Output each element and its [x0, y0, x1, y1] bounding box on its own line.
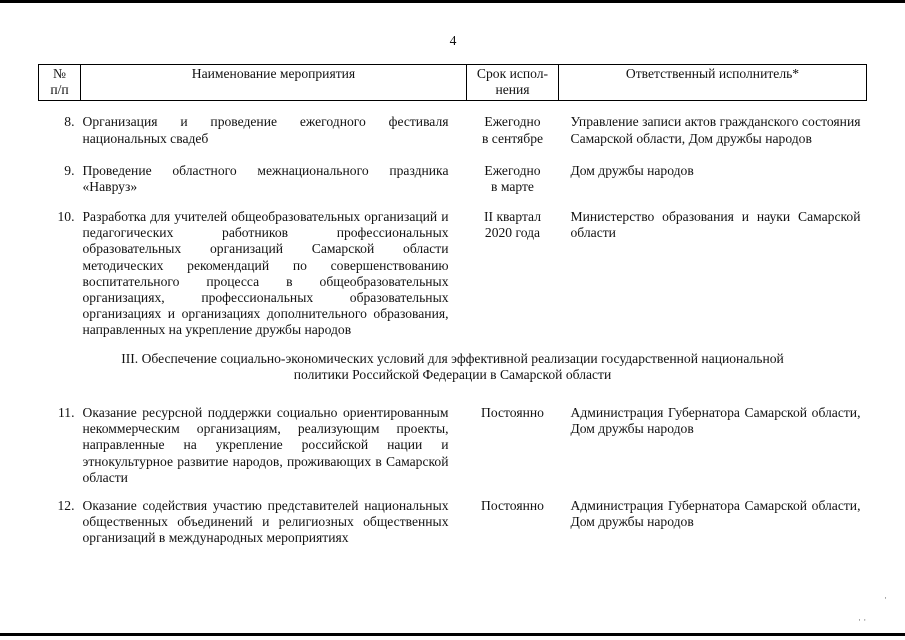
- page-number: 4: [449, 33, 457, 48]
- row-term: Постоянно: [481, 497, 544, 513]
- table-row: [39, 101, 867, 152]
- row-responsible: Администрация Губернатора Самарской области, Дом дружбы народов: [570, 404, 861, 437]
- events-table: [38, 64, 867, 547]
- table-row: [39, 199, 867, 339]
- row-num: 9.: [64, 162, 75, 178]
- scan-speck: · ·: [858, 615, 867, 625]
- row-num: 8.: [64, 114, 75, 130]
- row-responsible: Управление записи актов гражданского состояния Самарской области, Дом дружбы народов: [570, 114, 861, 146]
- row-responsible: Администрация Губернатора Самарской области, Дом дружбы народов: [570, 497, 861, 530]
- bottom-scan-border: [0, 633, 905, 636]
- row-num: 12.: [57, 497, 75, 513]
- table-header-row: [39, 65, 867, 101]
- section-title: III. Обеспечение социально-экономических условий для эффективной реализации государственной национальной политики Российской Федерации в Самарской области: [121, 350, 784, 382]
- row-name: Организация и проведение ежегодного фестиваля национальных свадеб: [82, 114, 449, 146]
- row-term: Постоянно: [481, 404, 544, 420]
- header-responsible: Ответственный исполнитель*: [559, 65, 867, 101]
- header-name: Наименование мероприятия: [81, 65, 467, 101]
- row-name: Разработка для учителей общеобразовательных организаций и педагогических работников профессиональных образовательных организаций Самарской области методических рекомендаций по совершенствованию воспитательного процесса в общеобразовательных организациях, профессиональных образовательных организациях и организациях дополнительного образования, направленных на укрепление дружбы народов: [82, 208, 449, 338]
- row-responsible: Министерство образования и науки Самарской области: [570, 208, 861, 241]
- header-num: № п/п: [39, 65, 81, 101]
- row-num: 10.: [57, 208, 75, 224]
- top-scan-border: [0, 0, 905, 3]
- row-responsible: Дом дружбы народов: [570, 162, 694, 178]
- header-term: Срок испол- нения: [467, 65, 559, 101]
- row-term: Ежегодно в марте: [484, 162, 541, 195]
- row-name: Проведение областного межнационального праздника «Навруз»: [82, 162, 449, 195]
- row-name: Оказание ресурсной поддержки социально ориентированным некоммерческим организациям, реализующим проекты, направленные на укрепление российской нации и этнокультурное развитие народов, проживающих в Самарской области: [82, 404, 449, 485]
- row-num: 11.: [58, 404, 75, 420]
- section-heading-row: [39, 339, 867, 405]
- table-row: [39, 152, 867, 199]
- row-term: II квартал 2020 года: [484, 208, 541, 241]
- row-name: Оказание содействия участию представителей национальных общественных объединений и религиозных общественных организаций в международных мероприятиях: [82, 497, 449, 546]
- scan-speck: ·: [884, 593, 887, 603]
- table-row: [39, 486, 867, 547]
- table-row: [39, 405, 867, 486]
- row-term: Ежегодно в сентябре: [481, 114, 544, 146]
